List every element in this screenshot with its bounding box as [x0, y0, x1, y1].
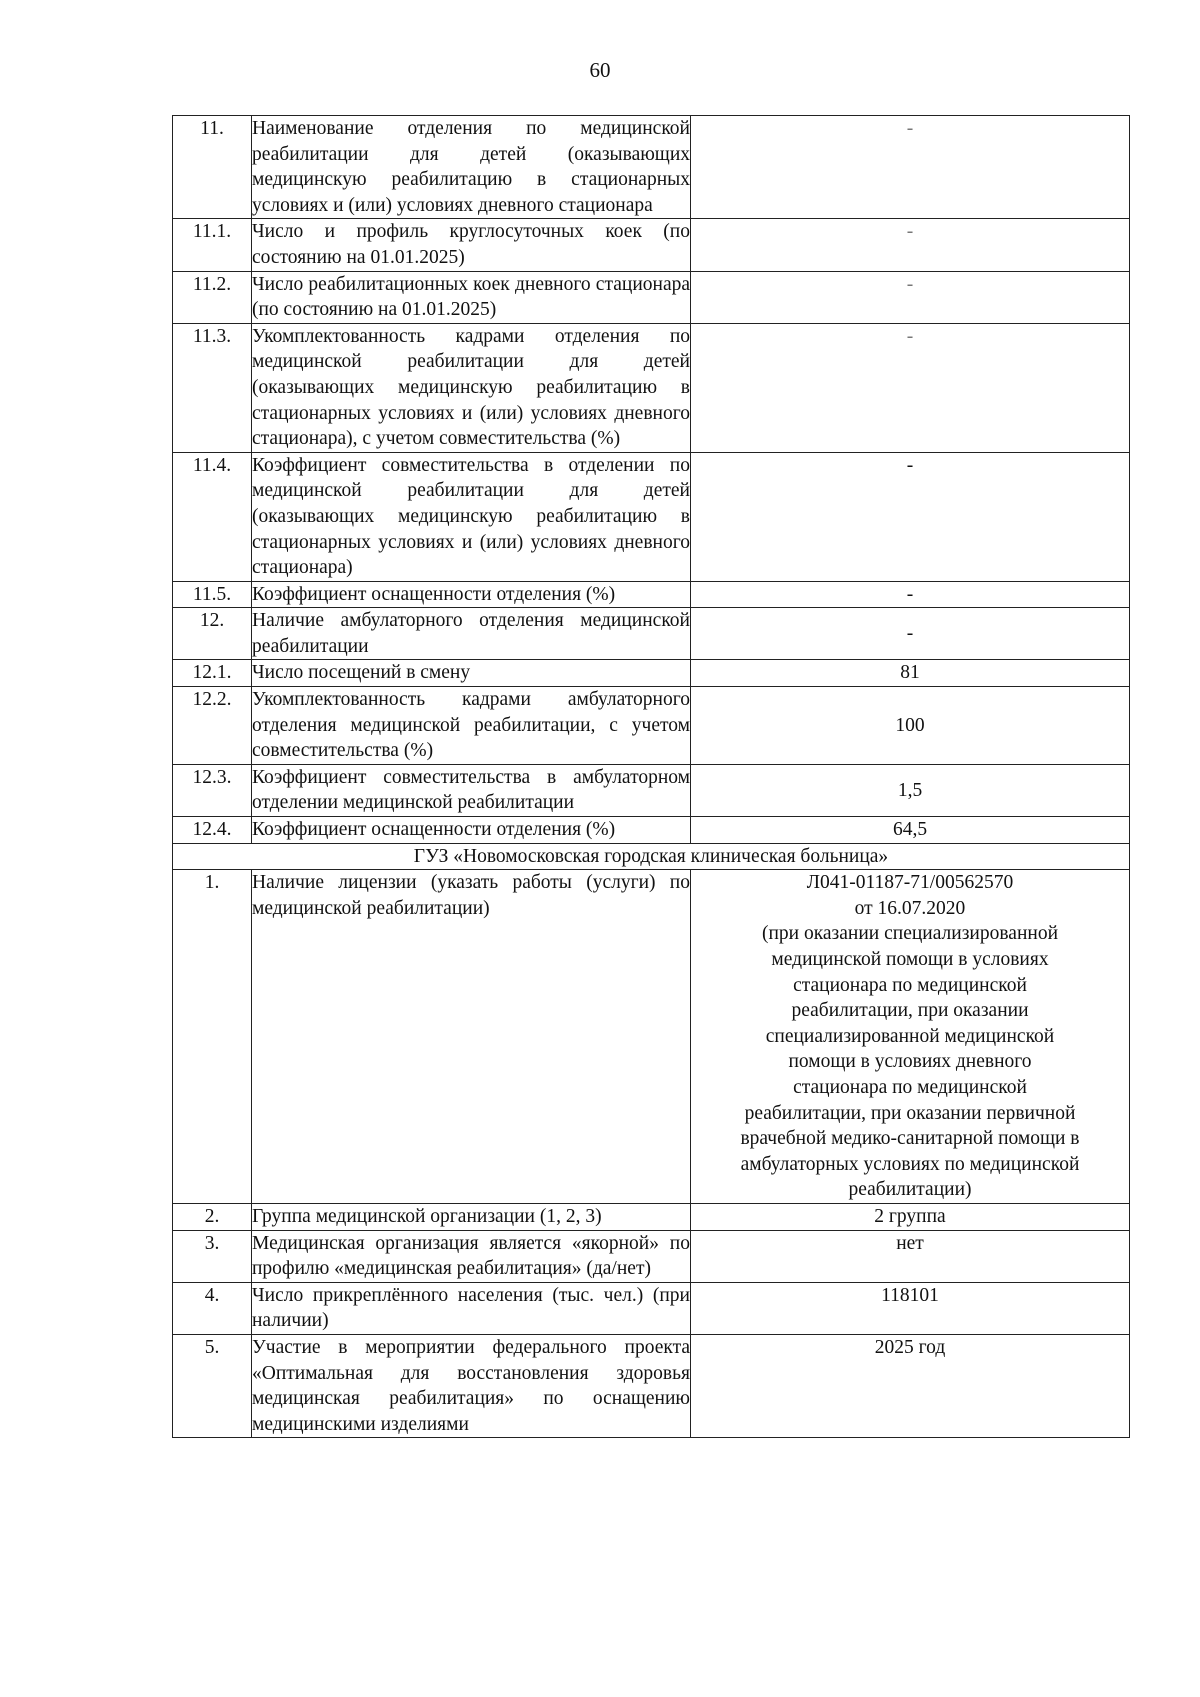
- license-line: реабилитации, при оказании: [791, 1000, 1029, 1022]
- license-line: реабилитации): [848, 1179, 972, 1201]
- table-row: [173, 608, 1130, 660]
- row-value: нет: [691, 1230, 1130, 1282]
- license-line: от 16.07.2020: [854, 897, 966, 919]
- section-title: ГУЗ «Новомосковская городская клиническая больница»: [173, 843, 1130, 870]
- table-row: [173, 219, 1130, 271]
- table-row: [173, 116, 1130, 219]
- section-header-row: [173, 843, 1130, 870]
- table-row: [173, 870, 1130, 1204]
- license-value: [691, 870, 1130, 1204]
- table-row: [173, 271, 1130, 323]
- row-description: Число и профиль круглосуточных коек (по состоянию на 01.01.2025): [252, 219, 691, 271]
- row-description: Коэффициент совместительства в амбулаторном отделении медицинской реабилитации: [252, 764, 691, 816]
- license-line: специализированной медицинской: [765, 1025, 1055, 1047]
- row-value: -: [691, 219, 1130, 271]
- row-number: 12.1.: [173, 660, 252, 687]
- row-value: -: [691, 608, 1130, 660]
- row-value: 100: [691, 687, 1130, 765]
- row-description: Коэффициент оснащенности отделения (%): [252, 817, 691, 844]
- row-value: 118101: [691, 1282, 1130, 1334]
- license-line: медицинской помощи в условиях: [771, 949, 1049, 970]
- row-description: Число прикреплённого населения (тыс. чел.) (при наличии): [252, 1282, 691, 1334]
- row-value: -: [691, 581, 1130, 608]
- row-number: 12.2.: [173, 687, 252, 765]
- row-number: 12.4.: [173, 817, 252, 844]
- page-number: 60: [589, 58, 611, 82]
- row-description: Коэффициент оснащенности отделения (%): [252, 581, 691, 608]
- row-value: 2025 год: [691, 1334, 1130, 1437]
- license-line: амбулаторных условиях по медицинской: [740, 1153, 1080, 1175]
- row-number: 1.: [173, 870, 252, 1204]
- row-value: 81: [691, 660, 1130, 687]
- row-number: 5.: [173, 1334, 252, 1437]
- row-number: 12.3.: [173, 764, 252, 816]
- row-description: Коэффициент совместительства в отделении по медицинской реабилитации для детей (оказывающих медицинскую реабилитацию в стационарных условиях и (или) условиях дневного стационара): [252, 452, 691, 581]
- row-description: Наличие амбулаторного отделения медицинской реабилитации: [252, 608, 691, 660]
- row-description: Наличие лицензии (указать работы (услуги) по медицинской реабилитации): [252, 870, 691, 1204]
- table-row: [173, 1334, 1130, 1437]
- row-value: -: [691, 323, 1130, 452]
- license-line: врачебной медико-санитарной помощи в: [740, 1128, 1080, 1150]
- row-number: 11.1.: [173, 219, 252, 271]
- row-number: 12.: [173, 608, 252, 660]
- row-number: 4.: [173, 1282, 252, 1334]
- row-description: Участие в мероприятии федерального проекта «Оптимальная для восстановления здоровья медицинская реабилитация» по оснащению медицинскими изделиями: [252, 1334, 691, 1437]
- table-row: [173, 452, 1130, 581]
- table-row: [173, 323, 1130, 452]
- license-line: Л041-01187-71/00562570: [806, 872, 1014, 894]
- row-number: 11.2.: [173, 271, 252, 323]
- row-description: Наименование отделения по медицинской реабилитации для детей (оказывающих медицинскую реабилитацию в стационарных условиях и (или) условиях дневного стационара: [252, 116, 691, 219]
- table-row: [173, 581, 1130, 608]
- table-row: [173, 817, 1130, 844]
- license-line: помощи в условиях дневного: [788, 1051, 1032, 1073]
- row-number: 11.: [173, 116, 252, 219]
- row-number: 11.3.: [173, 323, 252, 452]
- row-value: 1,5: [691, 764, 1130, 816]
- row-value: -: [691, 116, 1130, 219]
- row-number: 11.5.: [173, 581, 252, 608]
- row-value: -: [691, 271, 1130, 323]
- rehabilitation-table: [172, 115, 1130, 1438]
- table-row: [173, 660, 1130, 687]
- table-row: [173, 764, 1130, 816]
- row-value: -: [691, 452, 1130, 581]
- row-description: Укомплектованность кадрами отделения по медицинской реабилитации для детей (оказывающих медицинскую реабилитацию в стационарных условиях и (или) условиях дневного стационара), с учетом совместительства (%): [252, 323, 691, 452]
- row-number: 11.4.: [173, 452, 252, 581]
- row-description: Медицинская организация является «якорной» по профилю «медицинская реабилитация» (да/нет): [252, 1230, 691, 1282]
- row-description: Укомплектованность кадрами амбулаторного отделения медицинской реабилитации, с учетом совместительства (%): [252, 687, 691, 765]
- row-number: 3.: [173, 1230, 252, 1282]
- license-line: стационара по медицинской: [793, 974, 1027, 996]
- table-row: [173, 1203, 1130, 1230]
- row-value: 2 группа: [691, 1203, 1130, 1230]
- license-line: стационара по медицинской: [793, 1076, 1027, 1098]
- license-line: (при оказании специализированной: [761, 923, 1059, 945]
- table-row: [173, 1230, 1130, 1282]
- row-description: Число реабилитационных коек дневного стационара (по состоянию на 01.01.2025): [252, 271, 691, 323]
- license-line: реабилитации, при оказании первичной: [744, 1102, 1076, 1124]
- row-description: Группа медицинской организации (1, 2, 3): [252, 1203, 691, 1230]
- row-description: Число посещений в смену: [252, 660, 691, 687]
- table-row: [173, 1282, 1130, 1334]
- table-row: [173, 687, 1130, 765]
- row-value: 64,5: [691, 817, 1130, 844]
- row-number: 2.: [173, 1203, 252, 1230]
